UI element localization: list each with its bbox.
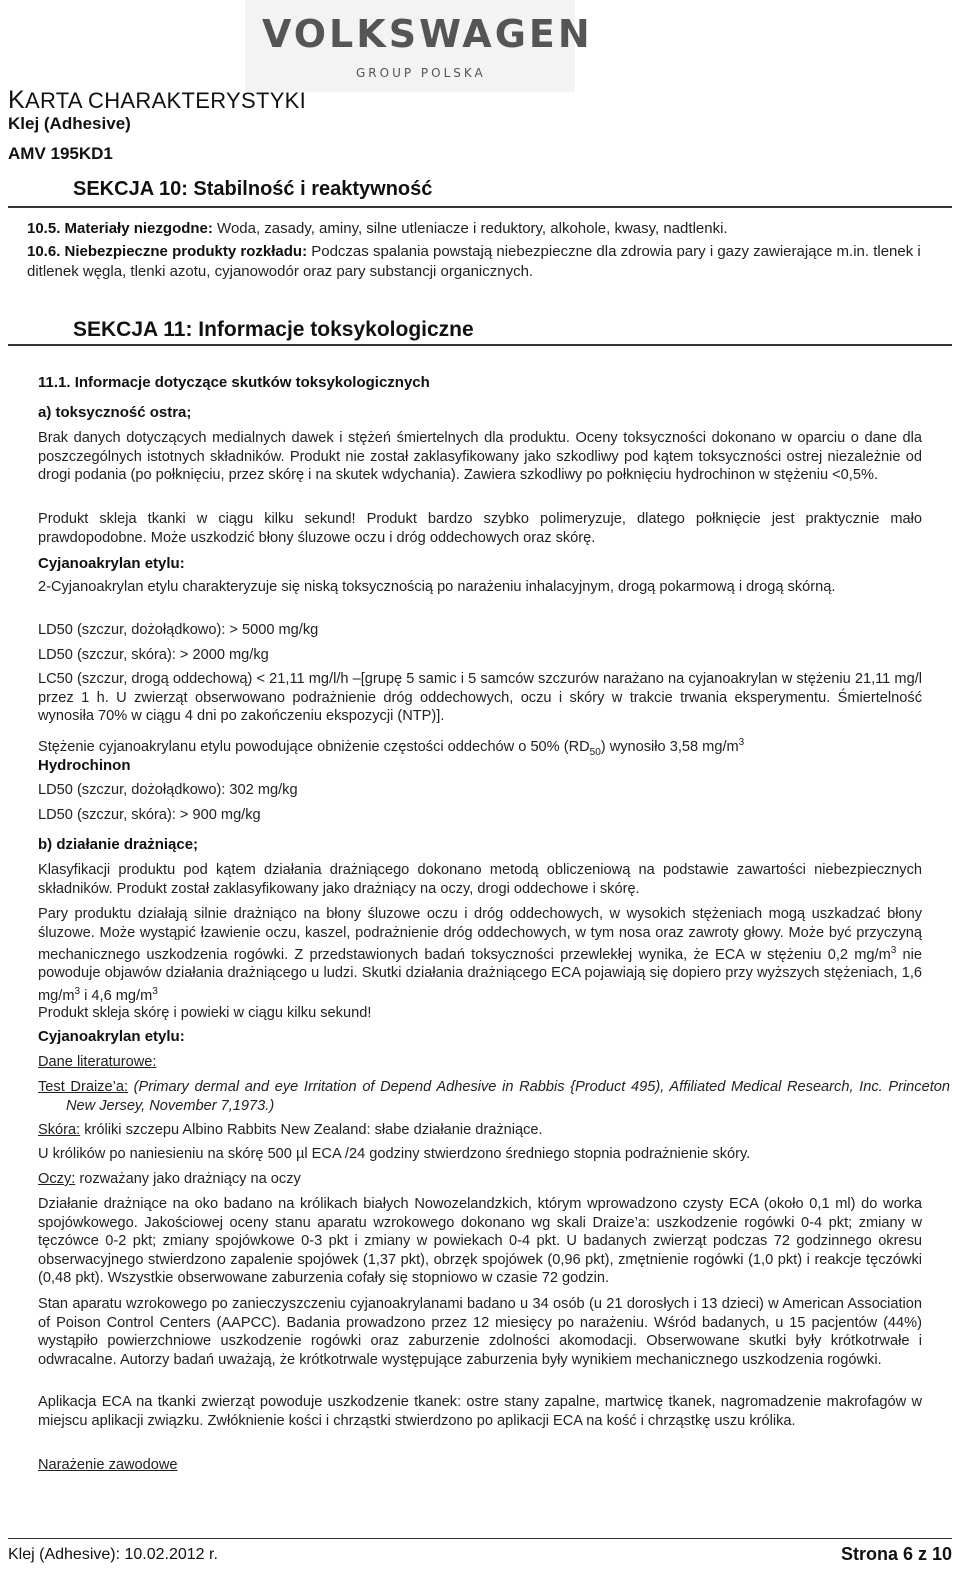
section-10-6-label: 10.6. Niebezpieczne produkty rozkładu: [27, 243, 308, 260]
section-10-6 [27, 242, 927, 282]
acute-toxicity-paragraph-2: Produkt skleja tkanki w ciągu kilku sekund! Produkt bardzo szybko polimeryzuje, dlatego połknięcie jest praktycznie mało prawdopodobne. Może uszkodzić błony śluzowe oczu i dróg oddechowych oraz skórę. [38, 511, 922, 546]
footer-page-number: Strona 6 z 10 [840, 1544, 952, 1564]
eyes-paragraph-2: Stan aparatu wzrokowego po zanieczyszczeniu cyjanoakrylanami badano u 34 osób (u 21 dorosłych i 13 dzieci) w American Association of Poison Control Centers (AAPCC). Badania prowadzono przez 12 miesięcy po narażeniu. Wśród badanych, u 15 pacjentów (44%) wystąpiło powierzchniowe uszkodzenie rogówki oraz zaburzenie zdolności akomodacji. Obserwowane skutki były krótkotrwałe i odwracalne. Autorzy badań uważają, że krótkotrwale występujące zaburzenia były wynikiem mechanicznego uszkodzenia rogówki. [38, 1296, 922, 1368]
section-10-5-text: Woda, zasady, aminy, silne utleniacze i reduktory, alkohole, kwasy, nadtlenki. [212, 220, 728, 237]
rd50-superscript: 3 [738, 737, 745, 748]
literature-data-heading: Dane literaturowe: [38, 1054, 157, 1070]
irritation-p2-text-3: i 4,6 mg/m [80, 987, 153, 1004]
skin-result-2: U królików po naniesieniu na skórę 500 µl ECA /24 godziny stwierdzono średniego stopnia podrażnienie skóry. [38, 1146, 751, 1162]
irritation-p2-sup-2: 3 [74, 985, 81, 997]
rd50-text-1: Stężenie cyjanoakrylanu etylu powodujące obniżenie częstości oddechów o 50% (RD [38, 738, 590, 755]
section-10-6-text: Podczas spalania powstają niebezpieczne dla zdrowia pary i gazy zawierające m.in. tlenek i ditlenek węgla, tlenki azotu, cyjanowodór oraz pary substancji organicznych. [27, 243, 921, 280]
cyanoacrylate-heading-2: Cyjanoakrylan etylu: [38, 1028, 185, 1045]
cyanoacrylate-heading: Cyjanoakrylan etylu: [38, 555, 185, 572]
eyes-result [38, 1170, 922, 1189]
section-10-title: SEKCJA 10: Stabilność i reaktywność [73, 178, 433, 200]
document-title-initial: K [8, 86, 25, 114]
volkswagen-logo: VOLKSWAGEN [262, 12, 593, 56]
acute-toxicity-heading: a) toksyczność ostra; [38, 404, 192, 421]
acute-toxicity-paragraph-1: Brak danych dotyczących medialnych dawek i stężeń śmiertelnych dla produktu. Oceny toksyczności dokonano w oparciu o dane dla poszczególnych istotnych składników. Produkt nie został zaklasyfikowany jako szkodliwy pod kątem toksyczności ostrej niezależnie od drogi podania (po połknięciu, przez skórę i na skutek wdychania). Zawiera szkodliwy po połknięciu hydrochinon w stężeniu <0,5%. [38, 430, 922, 483]
footer-divider [8, 1538, 952, 1539]
eyes-label: Oczy: [38, 1171, 76, 1187]
document-title [8, 86, 306, 115]
ld50-oral-hydroquinone: LD50 (szczur, dożołądkowo): 302 mg/kg [38, 782, 298, 798]
logo-subtitle: GROUP POLSKA [356, 66, 486, 80]
hydroquinone-heading: Hydrochinon [38, 757, 131, 774]
rd50-text-2: ) wynosiło 3,58 mg/m [600, 738, 739, 755]
occupational-exposure-heading: Narażenie zawodowe [38, 1457, 178, 1473]
product-code: AMV 195KD1 [8, 144, 113, 163]
irritation-heading: b) działanie drażniące; [38, 836, 199, 853]
section-10-divider [8, 206, 952, 208]
eyes-paragraph-1: Działanie drażniące na oko badano na królikach białych Nowozelandzkich, którym wprowadzono czysty ECA (około 0,1 ml) do worka spojówkowego. Jakościowej oceny stanu aparatu wzrokowego dokonano wg skali Draize’a: uszkodzenie rogówki 0-4 pkt; zmiany w tęczówce 0-2 pkt; zmiany spojówkowe 0-3 pkt i zmiany w powiekach 0-4 pkt. U badanych zwierząt podczas 72 godzinnego okresu obserwacyjnego stwierdzono zapalenie spojówek (1,37 pkt), obrzęk spojówek (0,96 pkt), zmętnienie rogówki (1,0 pkt) i reakcje tęczówki (0,48 pkt). Wszystkie obserwowane zaburzenia cofały się stopniowo w czasie 72 godzin. [38, 1196, 922, 1286]
eca-application-paragraph: Aplikacja ECA na tkanki zwierząt powoduje uszkodzenie tkanek: ostre stany zapalne, martwicę tkanek, nagromadzenie makrofagów w miejscu aplikacji związku. Zwłóknienie kości i chrząstki stwierdzono po aplikacji ECA na kość i chrząstkę uszu królika. [38, 1394, 922, 1429]
rd50-concentration [38, 734, 922, 762]
draize-test-reference [38, 1078, 950, 1115]
irritation-p2-text-1: Pary produktu działają silnie drażniąco na błony śluzowe oczu i dróg oddechowych, w wysokich stężeniach mogą uszkadzać błony śluzowe. Może wystąpić łzawienie oczu, kaszel, podrażnienie dróg oddechowych, w tym nosa oraz zawroty głowy. Może być przyczyną mechanicznego uszkodzenia rogówki. Z przedstawionych badań toksyczności przewlekłej wynika, że ECA w stężeniu 0,2 mg/m [38, 906, 922, 963]
eyes-text: rozważany jako drażniący na oczy [75, 1171, 301, 1187]
lc50-paragraph: LC50 (szczur, drogą oddechową) < 21,11 mg/l/h –[grupę 5 samic i 5 samców szczurów narażano na cyjanoakrylan w stężeniu 21,11 mg/l przez 1 h. U zwierząt obserwowano podrażnienie dróg oddechowych, oczu i skóry w trakcie trwania eksperymentu. Śmiertelność wynosiła 70% w ciągu 4 dni po zakończeniu ekspozycji (NTP)]. [38, 671, 922, 724]
draize-test-text: (Primary dermal and eye Irritation of Depend Adhesive in Rabbis {Product 495), Affiliated Medical Research, Inc. Princeton New Jersey, November 7,1973.) [66, 1079, 950, 1114]
rd50-subscript: 50 [589, 746, 601, 758]
irritation-p2-sup-1: 3 [890, 945, 897, 956]
skin-label: Skóra: [38, 1122, 81, 1138]
section-11-divider [8, 344, 952, 346]
draize-test-label: Test Draize’a: [38, 1079, 129, 1095]
irritation-paragraph-3: Produkt skleja skórę i powieki w ciągu kilku sekund! [38, 1005, 372, 1021]
ld50-oral-cyanoacrylate: LD50 (szczur, dożołądkowo): > 5000 mg/kg [38, 622, 319, 638]
irritation-paragraph-1: Klasyfikacji produktu pod kątem działania drażniącego dokonano metodą obliczeniową na podstawie zawartości niebezpiecznych składników. Produkt został zaklasyfikowany jako drażniący na oczy, drogi oddechowe i skórę. [38, 862, 922, 897]
subsection-11-1-heading: 11.1. Informacje dotyczące skutków toksykologicznych [38, 374, 430, 391]
document-title-rest: ARTA CHARAKTERYSTYKI [24, 88, 307, 113]
skin-text: króliki szczepu Albino Rabbits New Zealand: słabe działanie drażniące. [80, 1122, 543, 1138]
ld50-skin-hydroquinone: LD50 (szczur, skóra): > 900 mg/kg [38, 807, 261, 823]
irritation-p2-sup-3: 3 [152, 985, 158, 997]
section-10-5 [27, 219, 927, 239]
footer-document-date: Klej (Adhesive): 10.02.2012 r. [8, 1546, 218, 1563]
skin-result [38, 1121, 922, 1140]
ld50-skin-cyanoacrylate: LD50 (szczur, skóra): > 2000 mg/kg [38, 647, 269, 663]
irritation-p2-text-2: nie powoduje objawów działania drażniącego u ludzi. Skutki działania drażniącego ECA pojawiają się dopiero przy wyższych stężeniach, 1,6 mg/m [38, 946, 922, 1004]
cyanoacrylate-paragraph: 2-Cyjanoakrylan etylu charakteryzuje się niską toksycznością po narażeniu inhalacyjnym, drogą pokarmową i drogą skórną. [38, 579, 836, 595]
irritation-paragraph-2 [38, 905, 922, 1005]
section-11-title: SEKCJA 11: Informacje toksykologiczne [73, 318, 474, 341]
section-10-5-label: 10.5. Materiały niezgodne: [27, 220, 213, 237]
product-name: Klej (Adhesive) [8, 114, 131, 133]
